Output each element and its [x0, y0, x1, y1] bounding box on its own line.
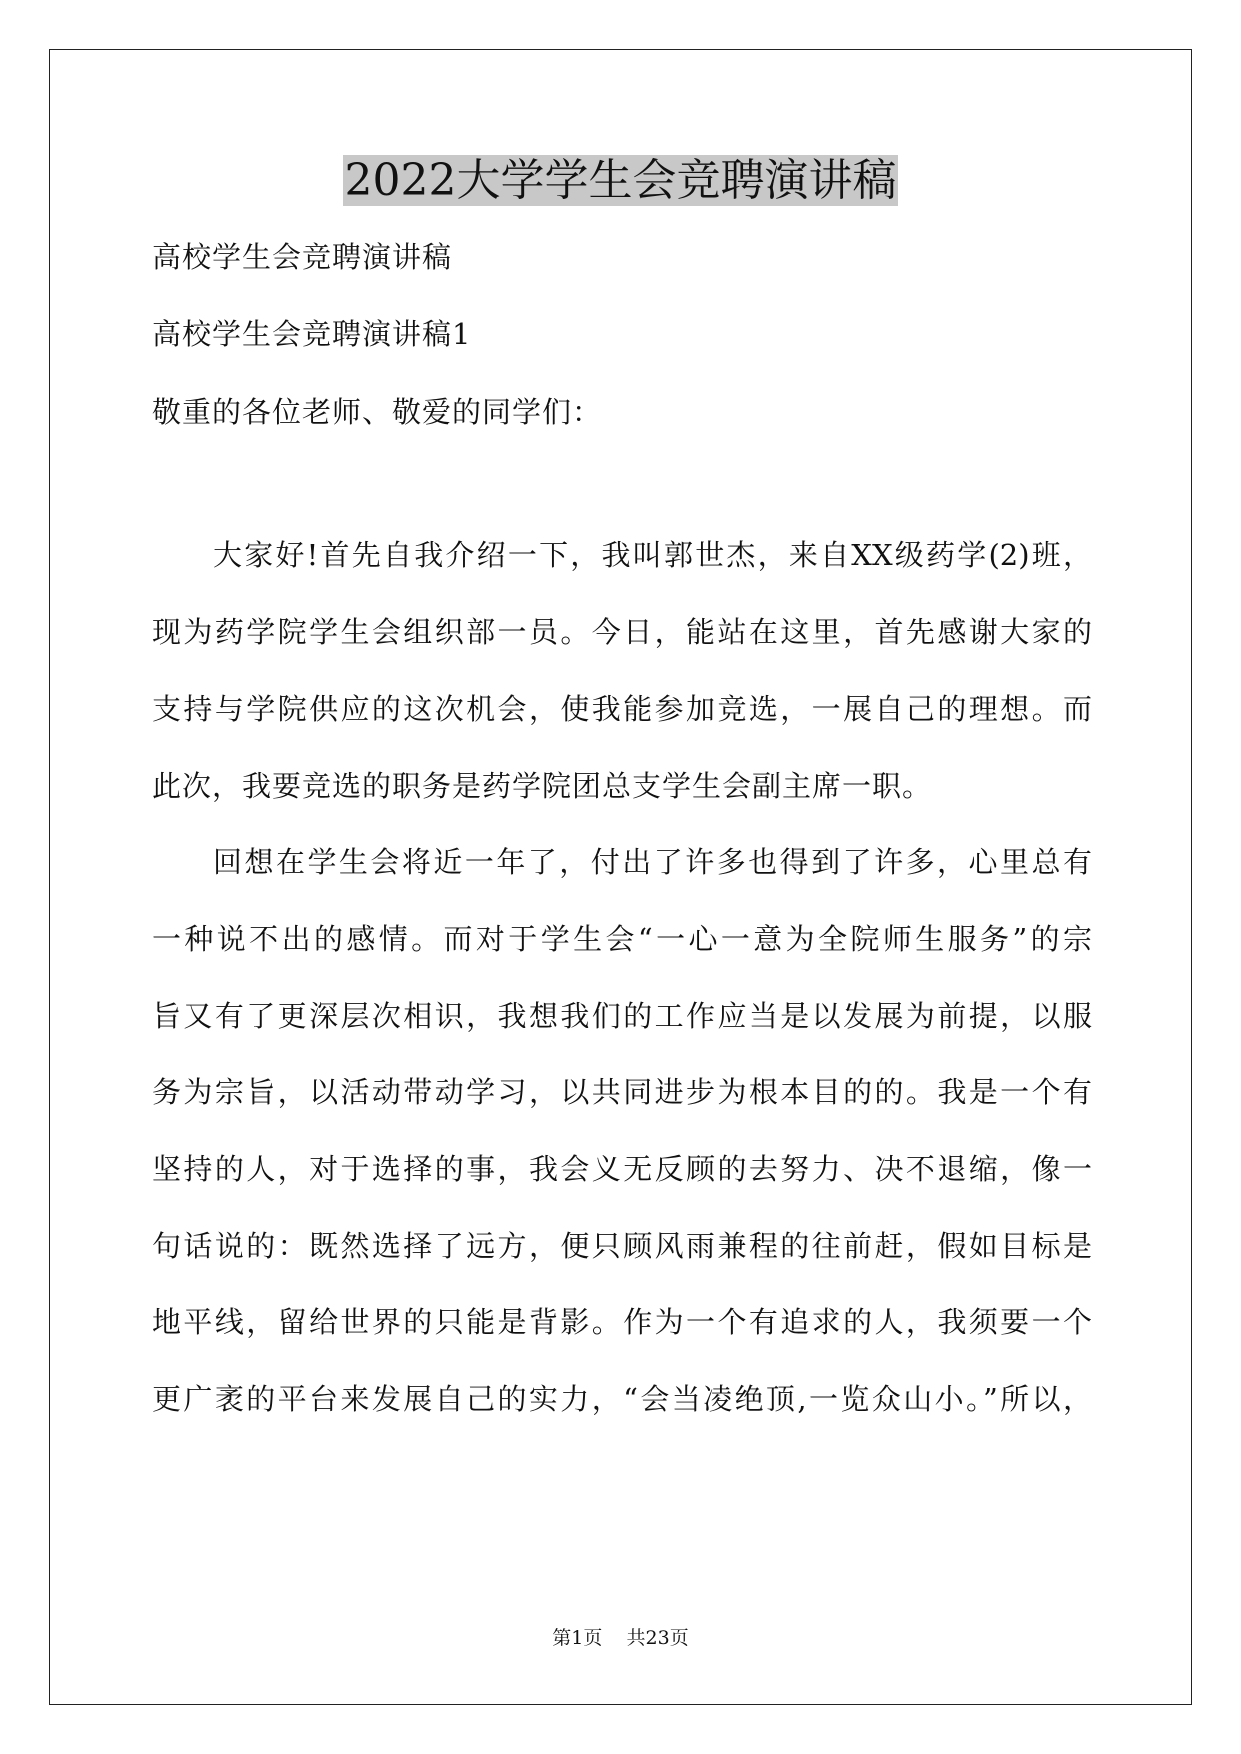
footer-total-prefix: 共: [626, 1627, 646, 1649]
paragraph2-line: 地平线，留给世界的只能是背影。作为一个有追求的人，我须要一个: [152, 1305, 1092, 1339]
paragraph2-line: 句话说的：既然选择了远方，便只顾风雨兼程的往前赶，假如目标是: [152, 1229, 1092, 1263]
paragraph2-line: 更广袤的平台来发展自己的实力，“会当凌绝顶,一览众山小。”所以，: [152, 1382, 1092, 1416]
salutation: 敬重的各位老师、敬爱的同学们：: [152, 395, 603, 429]
paragraph1-line: 此次，我要竞选的职务是药学院团总支学生会副主席一职。: [152, 769, 933, 803]
footer-total-suffix: 页: [669, 1627, 689, 1649]
page-footer: [0, 1625, 1241, 1651]
paragraph1-line: 大家好!首先自我介绍一下，我叫郭世杰，来自XX级药学(2)班，: [213, 538, 1092, 572]
footer-prefix: 第: [552, 1627, 572, 1649]
paragraph1-line: 支持与学院供应的这次机会，使我能参加竞选，一展自己的理想。而: [152, 692, 1092, 726]
paragraph2-line: 坚持的人，对于选择的事，我会义无反顾的去努力、决不退缩，像一: [152, 1152, 1092, 1186]
paragraph2-line: 务为宗旨，以活动带动学习，以共同进步为根本目的的。我是一个有: [152, 1075, 1092, 1109]
document-title: [0, 151, 1241, 211]
footer-page-number: 1: [571, 1627, 584, 1649]
footer-total-pages: 23: [645, 1627, 670, 1649]
subheading-1: 高校学生会竞聘演讲稿: [152, 240, 453, 274]
paragraph1-line: 现为药学院学生会组织部一员。今日，能站在这里，首先感谢大家的: [152, 615, 1092, 649]
paragraph2-line: 一种说不出的感情。而对于学生会“一心一意为全院师生服务”的宗: [152, 922, 1092, 956]
footer-page-suffix: 页: [583, 1627, 603, 1649]
subheading-2: 高校学生会竞聘演讲稿1: [152, 317, 472, 351]
paragraph2-line: 回想在学生会将近一年了，付出了许多也得到了许多，心里总有: [213, 845, 1092, 879]
paragraph2-line: 旨又有了更深层次相识，我想我们的工作应当是以发展为前提，以服: [152, 999, 1092, 1033]
document-title-text: 2022大学学生会竞聘演讲稿: [344, 155, 897, 206]
